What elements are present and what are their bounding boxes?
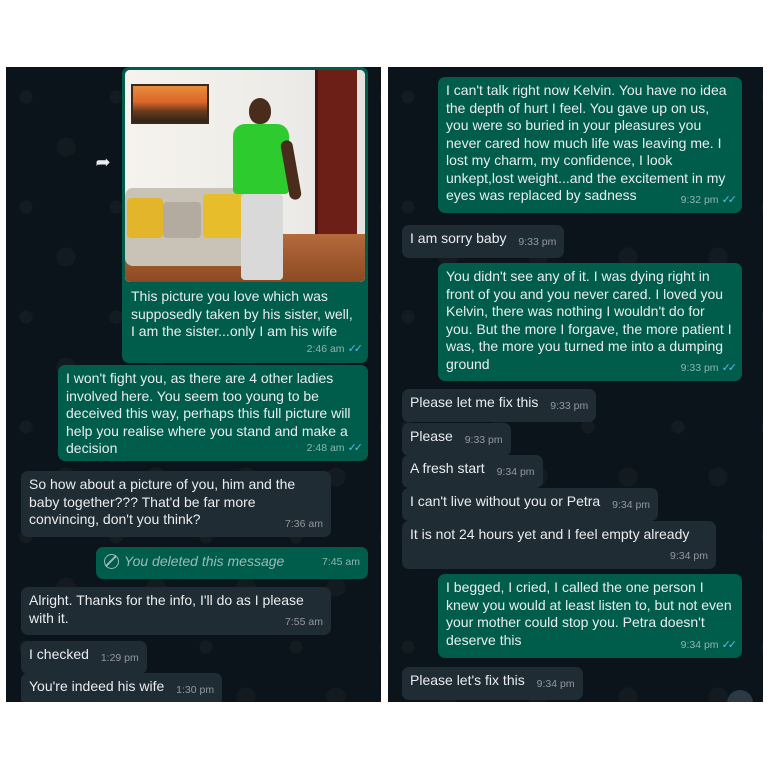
message-text: I can't talk right now Kelvin. You have no idea the depth of hurt I feel. You gave up on us, you were so buried in your pleasures you never cared how much life was leaving me. I lost my charm, my confidence, I look unkept,lost weight...and the excitement in my eyes was replaced by sadness — [446, 82, 727, 203]
message-bubble[interactable] — [21, 471, 331, 537]
message-text: Please — [410, 428, 453, 444]
message-time: 1:29 pm — [100, 652, 139, 664]
chat-panel-left — [6, 67, 381, 702]
message-text: I checked — [29, 646, 89, 662]
message-text: I am sorry baby — [410, 230, 507, 246]
double-check-icon: ✓✓ — [721, 638, 734, 651]
message-bubble[interactable] — [402, 455, 543, 488]
message-bubble[interactable] — [438, 77, 742, 213]
message-text: It is not 24 hours yet and I feel empty already — [410, 526, 690, 542]
message-time: 9:33 pm — [464, 434, 503, 446]
message-time: 9:34 pm — [496, 466, 535, 478]
message-bubble[interactable] — [402, 225, 564, 258]
message-text: A fresh start — [410, 460, 485, 476]
message-meta — [681, 192, 734, 210]
message-bubble[interactable] — [58, 365, 368, 461]
message-text: Alright. Thanks for the info, I'll do as I please with it. — [29, 592, 304, 626]
chat-panel-right — [388, 67, 763, 702]
double-check-icon: ✓✓ — [347, 342, 360, 355]
message-bubble[interactable] — [402, 667, 583, 700]
message-meta — [307, 341, 360, 359]
message-text: I can't live without you or Petra — [410, 493, 601, 509]
message-text: You didn't see any of it. I was dying right in front of you and you never cared. I loved you Kelvin, there was nothing I wouldn't do for you. But the more I forgave, the more patient I was, the more you turned me into a dumping ground — [446, 268, 732, 372]
message-bubble[interactable] — [21, 587, 331, 635]
message-time: 9:33 pm — [550, 400, 589, 412]
message-text: I won't fight you, as there are 4 other ladies involved here. You seem too young to be deceived this way, perhaps this full picture will help you realise where you stand and make a decision — [66, 370, 351, 456]
message-time: 9:32 pm — [680, 193, 719, 206]
message-time: 7:55 am — [285, 615, 323, 628]
message-meta — [307, 440, 360, 458]
message-meta — [681, 360, 734, 378]
forward-icon[interactable]: ➦ — [95, 152, 111, 172]
deleted-text: You deleted this message — [124, 553, 285, 569]
message-time: 9:34 pm — [536, 678, 575, 690]
message-bubble[interactable] — [21, 673, 222, 702]
person-in-photo — [249, 98, 271, 124]
message-bubble[interactable] — [21, 641, 147, 674]
message-bubble[interactable] — [438, 263, 742, 381]
message-time: 2:46 am — [306, 342, 345, 355]
message-text: Please let me fix this — [410, 394, 539, 410]
message-time: 7:36 am — [285, 517, 323, 530]
blocked-icon — [104, 554, 119, 569]
message-text: So how about a picture of you, him and the baby together??? That'd be far more convincing, don't you think? — [29, 476, 296, 527]
double-check-icon: ✓✓ — [721, 193, 734, 206]
message-bubble[interactable] — [402, 521, 716, 569]
deleted-message-bubble[interactable] — [96, 547, 368, 579]
message-time: 9:34 pm — [612, 499, 651, 511]
message-time: 9:34 pm — [680, 638, 719, 651]
painting-in-photo — [131, 84, 209, 124]
photo-message[interactable] — [122, 67, 368, 363]
message-text: I begged, I cried, I called the one person I knew you would at least listen to, but not even your mother could stop you. Petra doesn't deserve this — [446, 579, 732, 648]
photo-caption: This picture you love which was supposedly taken by his sister, well, I am the sister...only I am his wife — [131, 288, 353, 339]
message-text: You're indeed his wife — [29, 678, 165, 694]
message-bubble[interactable] — [402, 389, 596, 422]
message-meta — [681, 637, 734, 655]
double-check-icon: ✓✓ — [347, 441, 360, 454]
message-bubble[interactable] — [402, 488, 658, 521]
message-photo[interactable] — [125, 70, 365, 282]
message-time: 7:45 am — [322, 555, 360, 568]
deleted-message — [104, 553, 284, 569]
message-bubble[interactable] — [438, 574, 742, 658]
message-time: 9:33 pm — [680, 361, 719, 374]
message-time: 1:30 pm — [176, 684, 215, 696]
double-check-icon: ✓✓ — [721, 361, 734, 374]
message-bubble[interactable] — [402, 423, 511, 456]
message-time: 9:33 pm — [518, 236, 557, 248]
scroll-down-button[interactable] — [727, 690, 753, 702]
message-text: Please let's fix this — [410, 672, 525, 688]
message-time: 9:34 pm — [670, 549, 708, 562]
message-time: 2:48 am — [306, 441, 345, 454]
